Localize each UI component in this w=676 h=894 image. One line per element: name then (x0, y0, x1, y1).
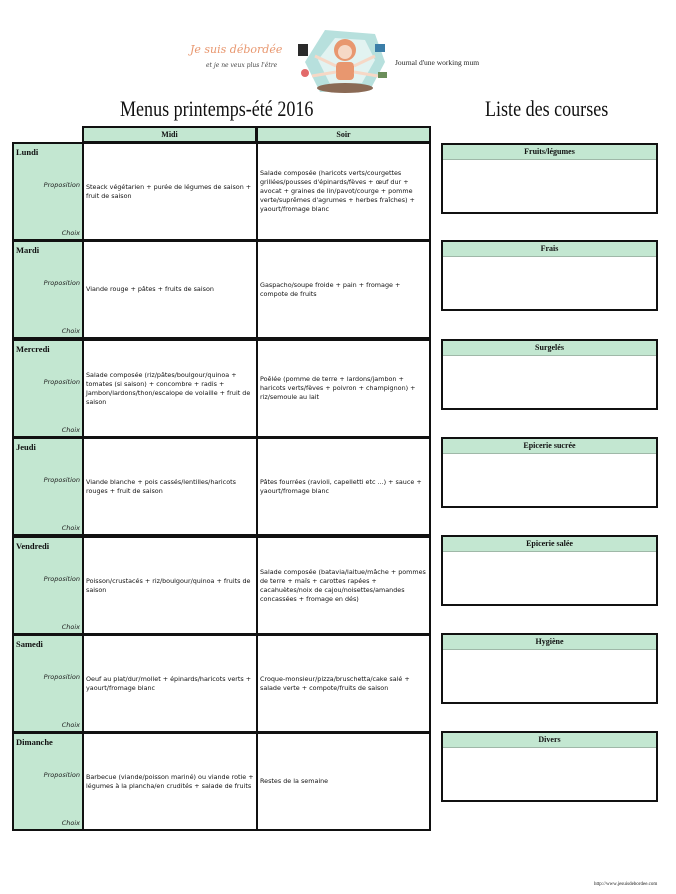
day-name: Dimanche (16, 737, 53, 747)
day-name: Mardi (16, 245, 40, 255)
choix-label: Choix (61, 327, 80, 335)
soir-cell (258, 439, 429, 534)
day-cell (14, 144, 84, 239)
midi-cell (84, 242, 258, 337)
tagline: Journal d'une working mum (395, 58, 480, 67)
soir-text: Restes de la semaine (260, 777, 329, 785)
menus-title: Menus printemps-été 2016 (120, 96, 314, 121)
shopping-box-header: Epicerie salée (443, 537, 656, 552)
day-row-samedi (12, 634, 431, 733)
soir-text: Gaspacho/soupe froide + pain + fromage + compote de fruits (260, 280, 401, 298)
soir-cell (258, 734, 429, 829)
column-header-soir: Soir (256, 126, 431, 143)
shopping-box-header: Fruits/légumes (443, 145, 656, 160)
midi-text: Barbecue (viande/poisson mariné) ou viande rotie + légumes à la plancha/en crudités + salade de fruits (86, 772, 254, 790)
day-cell (14, 538, 84, 633)
day-cell (14, 341, 84, 436)
shopping-box-divers[interactable] (441, 731, 658, 802)
shopping-box-header: Divers (443, 733, 656, 748)
midi-cell (84, 538, 258, 633)
day-row-vendredi (12, 536, 431, 635)
soir-text: Poêlée (pomme de terre + lardons/jambon + haricots verts/fèves + poivron + champignon) + riz/semoule au lait (260, 375, 416, 401)
choix-label: Choix (61, 426, 80, 434)
midi-cell (84, 439, 258, 534)
shopping-box-epicerie-sucree[interactable] (441, 437, 658, 508)
midi-text: Viande blanche + pois cassés/lentilles/haricots rouges + fruit de saison (86, 477, 236, 495)
footer-url[interactable]: http://www.jesuisdebordee.com (594, 882, 658, 887)
shopping-box-fruits-legumes[interactable] (441, 143, 658, 214)
midi-text: Oeuf au plat/dur/mollet + épinards/haricots verts + yaourt/fromage blanc (86, 674, 252, 692)
shopping-box-frais[interactable] (441, 240, 658, 311)
day-cell (14, 439, 84, 534)
shopping-box-header: Frais (443, 242, 656, 257)
shopping-box-hygiene[interactable] (441, 633, 658, 704)
day-cell (14, 734, 84, 829)
proposition-label: Proposition (43, 279, 80, 287)
day-name: Vendredi (16, 541, 50, 551)
logo-subtitle: et je ne veux plus l'être (206, 62, 278, 69)
proposition-label: Proposition (43, 378, 80, 386)
midi-cell (84, 341, 258, 436)
proposition-label: Proposition (43, 673, 80, 681)
soir-text: Pâtes fourrées (ravioli, capelletti etc ...) + sauce + yaourt/fromage blanc (260, 477, 422, 495)
soir-cell (258, 242, 429, 337)
choix-label: Choix (61, 721, 80, 729)
day-name: Jeudi (16, 442, 36, 452)
midi-text: Poisson/crustacés + riz/boulgour/quinoa + fruits de saison (86, 576, 251, 594)
choix-label: Choix (61, 524, 80, 532)
midi-text: Steack végétarien + purée de légumes de saison + fruit de saison (86, 182, 252, 200)
proposition-label: Proposition (43, 476, 80, 484)
day-cell (14, 636, 84, 731)
midi-text: Salade composée (riz/pâtes/boulgour/quinoa + tomates (si saison) + concombre + radis + Jambon/lardons/thon/escalope de volaille + fruit de saison (86, 370, 251, 406)
shopping-box-header: Surgelés (443, 341, 656, 356)
day-row-jeudi (12, 437, 431, 536)
shopping-box-epicerie-salee[interactable] (441, 535, 658, 606)
midi-text: Viande rouge + pâtes + fruits de saison (86, 285, 214, 293)
soir-cell (258, 636, 429, 731)
day-row-mercredi (12, 339, 431, 438)
day-name: Mercredi (16, 344, 50, 354)
soir-cell (258, 144, 429, 239)
day-name: Lundi (16, 147, 39, 157)
choix-label: Choix (61, 819, 80, 827)
shopping-list-title: Liste des courses (485, 96, 609, 121)
soir-text: Salade composée (haricots verts/courgettes grillées/pousses d'épinards/fèves + œuf dur + avocat + graines de lin/pavot/courge + pomme verte/suprêmes d'agrumes + herbes fraîches) + yaourt/fromage blanc (260, 169, 415, 213)
proposition-label: Proposition (43, 575, 80, 583)
proposition-label: Proposition (43, 181, 80, 189)
midi-cell (84, 734, 258, 829)
logo-title: Je suis débordée (190, 43, 283, 56)
soir-text: Croque-monsieur/pizza/bruschetta/cake salé + salade verte + compote/fruits de saison (260, 674, 410, 692)
choix-label: Choix (61, 229, 80, 237)
choix-label: Choix (61, 623, 80, 631)
soir-cell (258, 538, 429, 633)
shopping-box-header: Epicerie sucrée (443, 439, 656, 454)
day-row-mardi (12, 240, 431, 339)
column-header-midi: Midi (82, 126, 257, 143)
day-name: Samedi (16, 639, 43, 649)
day-cell (14, 242, 84, 337)
midi-cell (84, 144, 258, 239)
day-row-dimanche (12, 732, 431, 831)
day-row-lundi (12, 142, 431, 241)
soir-text: Salade composée (batavia/laitue/mâche + pommes de terre + maïs + carottes rapées + cacahuètes/noix de cajou/noisettes/amandes concassées + fromage en dés) (260, 567, 426, 603)
soir-cell (258, 341, 429, 436)
shopping-box-surgeles[interactable] (441, 339, 658, 410)
midi-cell (84, 636, 258, 731)
shopping-box-header: Hygiène (443, 635, 656, 650)
proposition-label: Proposition (43, 771, 80, 779)
